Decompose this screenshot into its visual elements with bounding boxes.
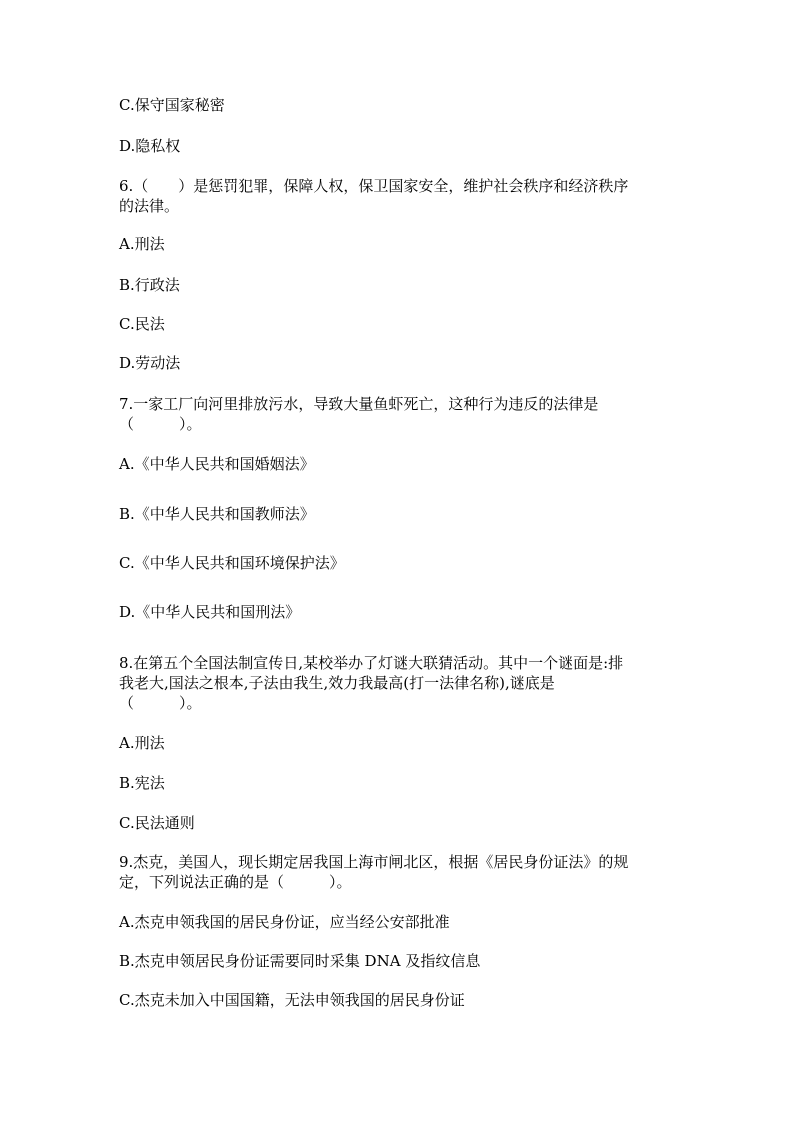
question-9-stem bbox=[119, 852, 679, 892]
question-8-stem-line-1: 8.在第五个全国法制宣传日,某校举办了灯谜大联猜活动。其中一个谜面是:排 bbox=[119, 654, 624, 672]
question-6-option-a: A.刑法 bbox=[119, 235, 165, 253]
question-7-stem-line-1: 7.一家工厂向河里排放污水，导致大量鱼虾死亡，这种行为违反的法律是 bbox=[119, 395, 599, 413]
question-9-option-c: C.杰克未加入中国国籍，无法申领我国的居民身份证 bbox=[119, 991, 465, 1009]
question-8-stem bbox=[119, 653, 679, 713]
question-7-stem bbox=[119, 394, 679, 434]
question-8-option-a: A.刑法 bbox=[119, 734, 165, 752]
question-9-stem-line-2: 定，下列说法正确的是（ ）。 bbox=[119, 873, 352, 891]
question-6-option-c: C.民法 bbox=[119, 315, 165, 333]
option-d-prev: D.隐私权 bbox=[119, 137, 181, 155]
question-8-stem-line-2: 我老大,国法之根本,子法由我生,效力我最高(打一法律名称),谜底是 bbox=[119, 674, 555, 692]
question-7-option-b: B.《中华人民共和国教师法》 bbox=[119, 505, 315, 523]
question-7-option-a: A.《中华人民共和国婚姻法》 bbox=[119, 455, 315, 473]
question-6-option-b: B.行政法 bbox=[119, 276, 180, 294]
question-9-option-b: B.杰克申领居民身份证需要同时采集 DNA 及指纹信息 bbox=[119, 952, 481, 970]
question-7-option-c: C.《中华人民共和国环境保护法》 bbox=[119, 554, 345, 572]
question-6-stem-line-2: 的法律。 bbox=[119, 197, 180, 215]
question-6-stem bbox=[119, 176, 679, 216]
option-c-prev: C.保守国家秘密 bbox=[119, 96, 225, 114]
question-6-stem-line-1: 6.（ ）是惩罚犯罪，保障人权，保卫国家安全，维护社会秩序和经济秩序 bbox=[119, 177, 629, 195]
question-9-stem-line-1: 9.杰克，美国人，现长期定居我国上海市闸北区，根据《居民身份证法》的规 bbox=[119, 853, 629, 871]
question-8-option-c: C.民法通则 bbox=[119, 814, 195, 832]
question-6-option-d: D.劳动法 bbox=[119, 354, 181, 372]
question-9-option-a: A.杰克申领我国的居民身份证，应当经公安部批准 bbox=[119, 913, 450, 931]
question-8-option-b: B.宪法 bbox=[119, 774, 165, 792]
question-7-stem-line-2: （ ）。 bbox=[119, 415, 202, 433]
question-7-option-d: D.《中华人民共和国刑法》 bbox=[119, 603, 301, 621]
question-8-stem-line-3: （ ）。 bbox=[119, 694, 202, 712]
